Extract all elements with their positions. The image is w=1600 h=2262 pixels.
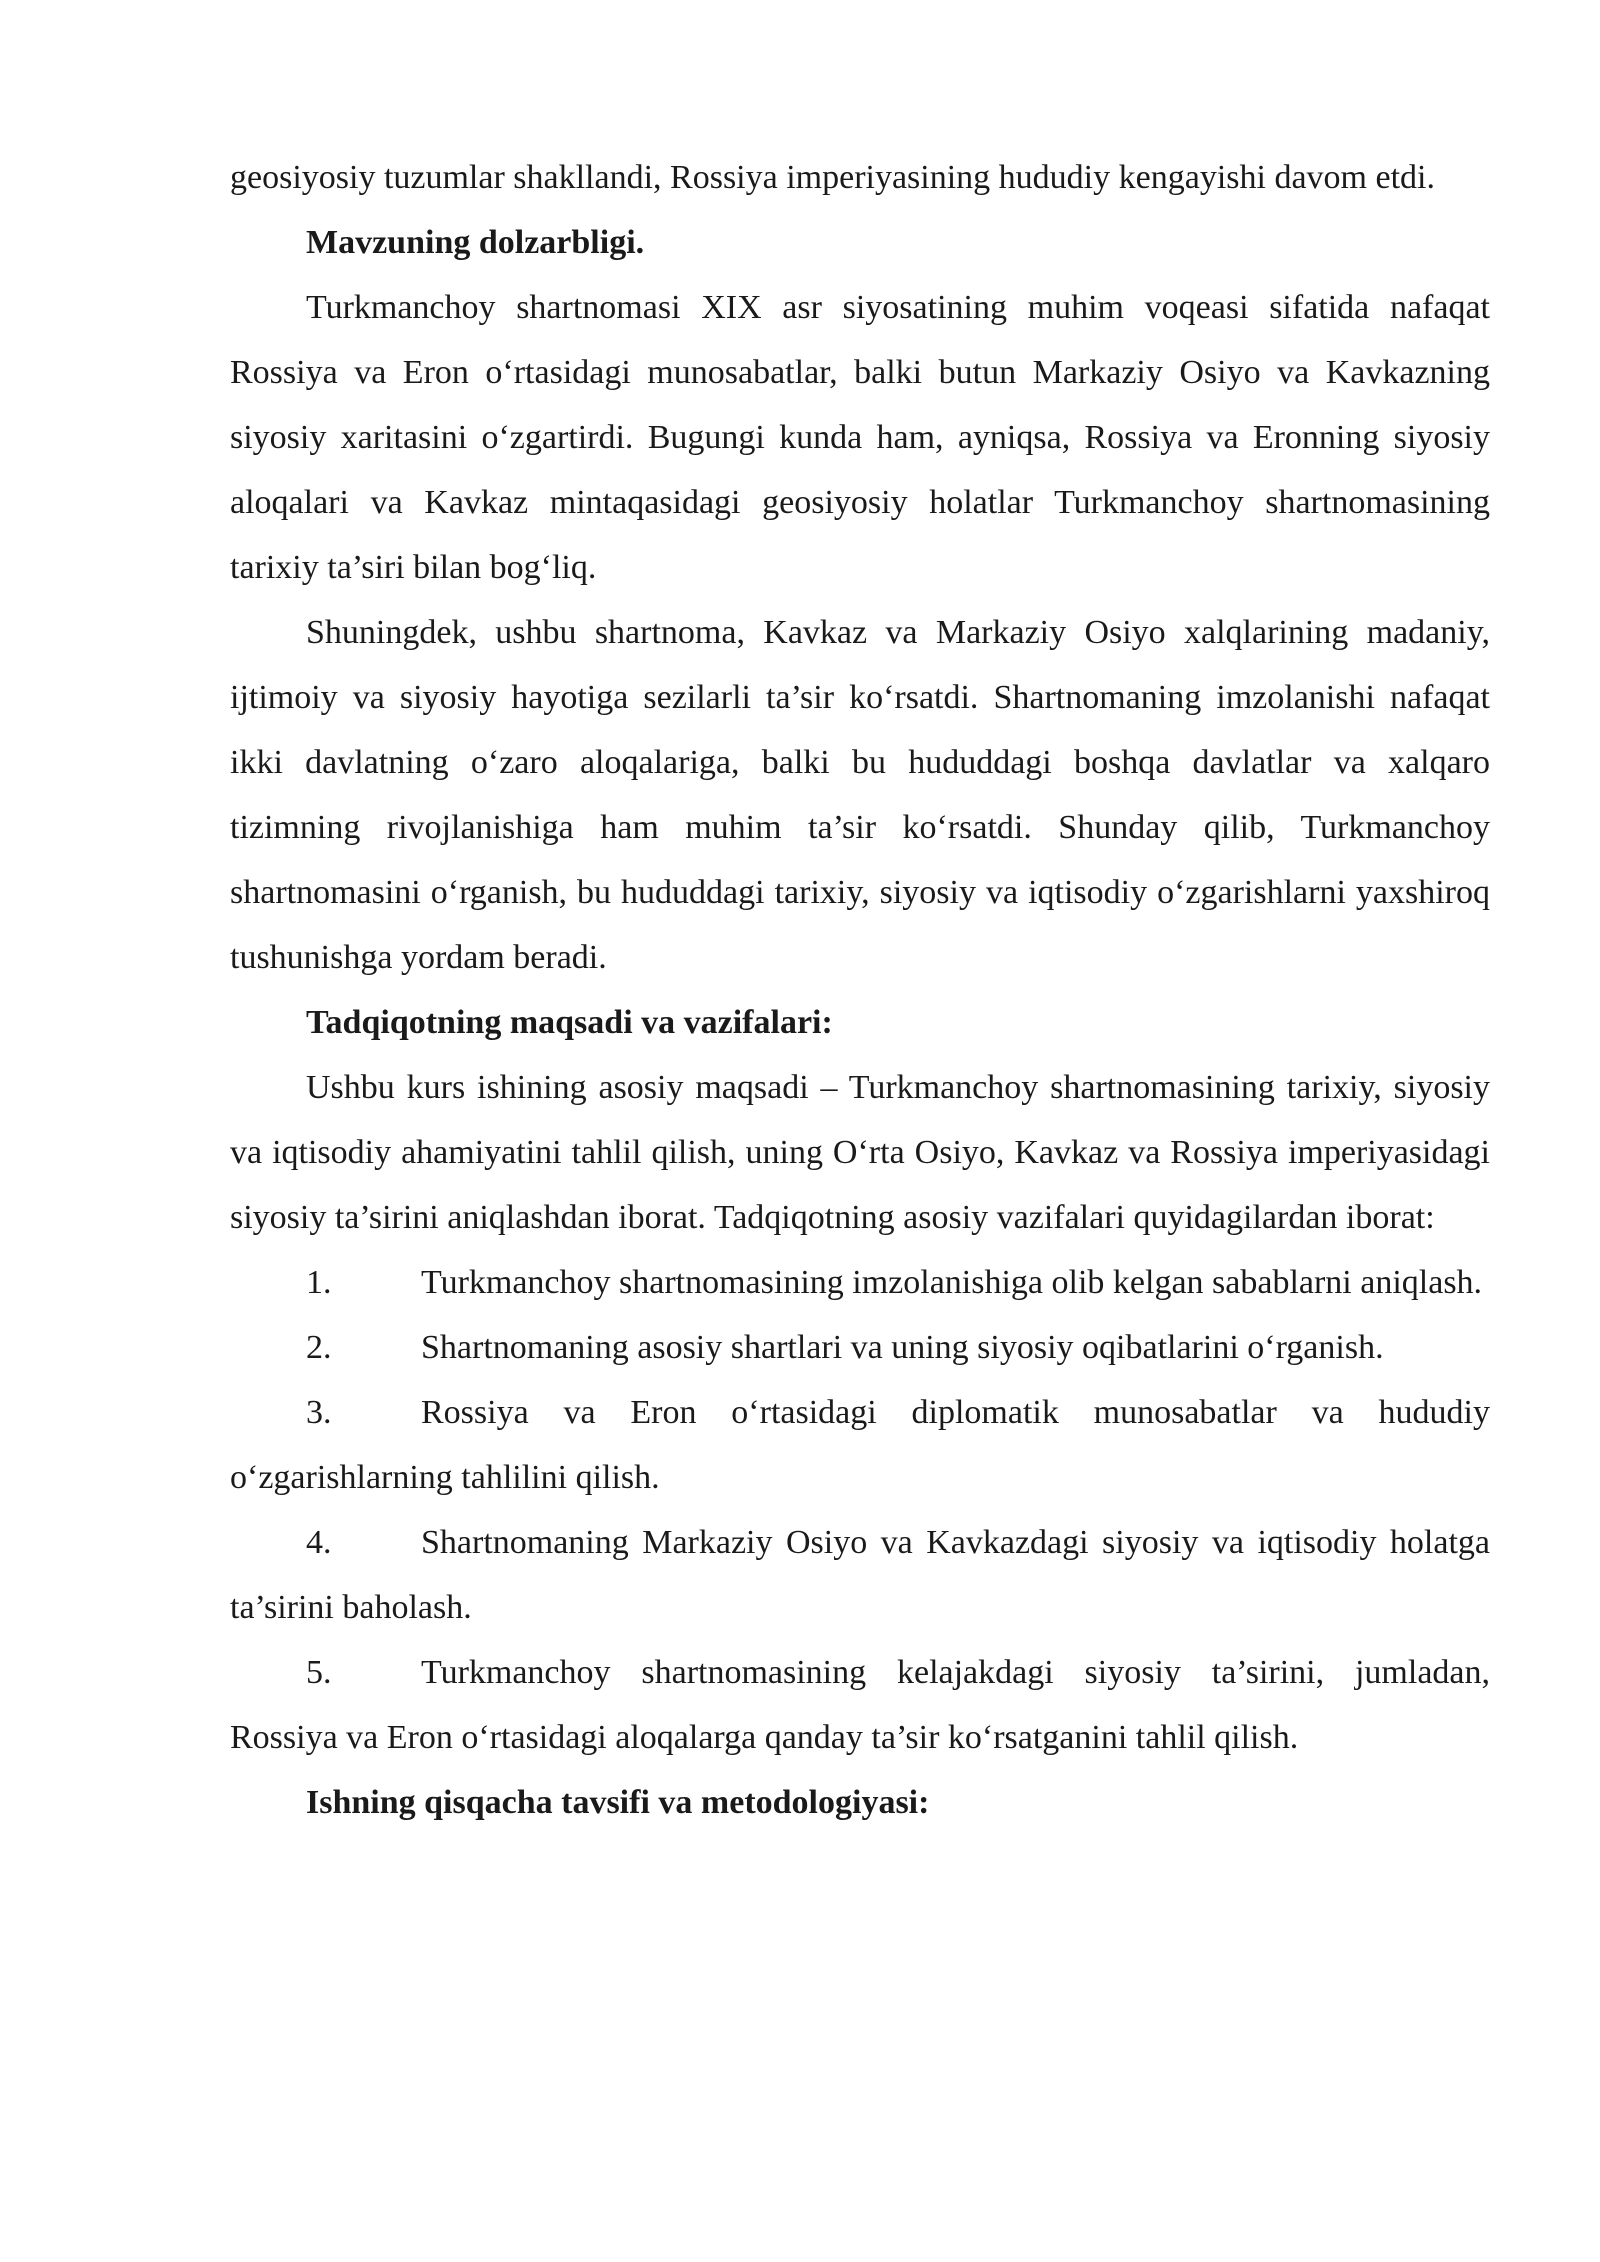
relevance-paragraph-1: Turkmanchoy shartnomasi XIX asr siyosatining muhim voqeasi sifatida nafaqat Rossiya va Eron o‘rtasidagi munosabatlar, balki butun Markaziy Osiyo va Kavkazning siyosiy xaritasini o‘zgartirdi. Bugungi kunda ham, ayniqsa, Rossiya va Eronning siyosiy aloqalari va Kavkaz mintaqasidagi geosiyosiy holatlar Turkmanchoy shartnomasining tarixiy ta’siri bilan bog‘liq. <box>230 289 1490 586</box>
task-list-item-1 <box>230 1250 1490 1315</box>
task-text: Turkmanchoy shartnomasining imzolanishiga olib kelgan sabablarni aniqlash. <box>421 1264 1483 1301</box>
task-text: Turkmanchoy shartnomasining kelajakdagi siyosiy ta’sirini, jumladan, Rossiya va Eron o‘rtasidagi aloqalarga qanday ta’sir ko‘rsatganini tahlil qilish. <box>230 1654 1490 1756</box>
task-list-item-4 <box>230 1510 1490 1640</box>
task-number: 2. <box>306 1329 332 1366</box>
task-text: Shartnomaning Markaziy Osiyo va Kavkazdagi siyosiy va iqtisodiy holatga ta’sirini baholash. <box>230 1524 1490 1626</box>
task-list-item-3 <box>230 1380 1490 1510</box>
task-list-item-2 <box>230 1315 1490 1380</box>
goals-heading: Tadqiqotning maqsadi va vazifalari: <box>306 1004 833 1041</box>
task-text: Shartnomaning asosiy shartlari va uning siyosiy oqibatlarini o‘rganish. <box>421 1329 1384 1366</box>
relevance-paragraph-2: Shuningdek, ushbu shartnoma, Kavkaz va Markaziy Osiyo xalqlarining madaniy, ijtimoiy va siyosiy hayotiga sezilarli ta’sir ko‘rsatdi. Shartnomaning imzolanishi nafaqat ikki davlatning o‘zaro aloqalariga, balki bu hududdagi boshqa davlatlar va xalqaro tizimning rivojlanishiga ham muhim ta’sir ko‘rsatdi. Shunday qilib, Turkmanchoy shartnomasini o‘rganish, bu hududdagi tarixiy, siyosiy va iqtisodiy o‘zgarishlarni yaxshiroq tushunishga yordam beradi. <box>230 614 1490 976</box>
document-body <box>230 145 1490 1835</box>
task-number: 5. <box>306 1654 332 1691</box>
task-number: 4. <box>306 1524 332 1561</box>
task-list-item-5 <box>230 1640 1490 1770</box>
task-text: Rossiya va Eron o‘rtasidagi diplomatik munosabatlar va hududiy o‘zgarishlarning tahlilini qilish. <box>230 1394 1490 1496</box>
intro-continuation-paragraph: geosiyosiy tuzumlar shakllandi, Rossiya imperiyasining hududiy kengayishi davom etdi. <box>230 159 1435 196</box>
goals-paragraph: Ushbu kurs ishining asosiy maqsadi – Turkmanchoy shartnomasining tarixiy, siyosiy va iqtisodiy ahamiyatini tahlil qilish, uning O‘rta Osiyo, Kavkaz va Rossiya imperiyasidagi siyosiy ta’sirini aniqlashdan iborat. Tadqiqotning asosiy vazifalari quyidagilardan iborat: <box>230 1069 1490 1236</box>
task-number: 3. <box>306 1394 332 1431</box>
relevance-heading: Mavzuning dolzarbligi. <box>306 224 645 261</box>
methodology-heading: Ishning qisqacha tavsifi va metodologiyasi: <box>306 1784 930 1821</box>
task-number: 1. <box>306 1264 332 1301</box>
